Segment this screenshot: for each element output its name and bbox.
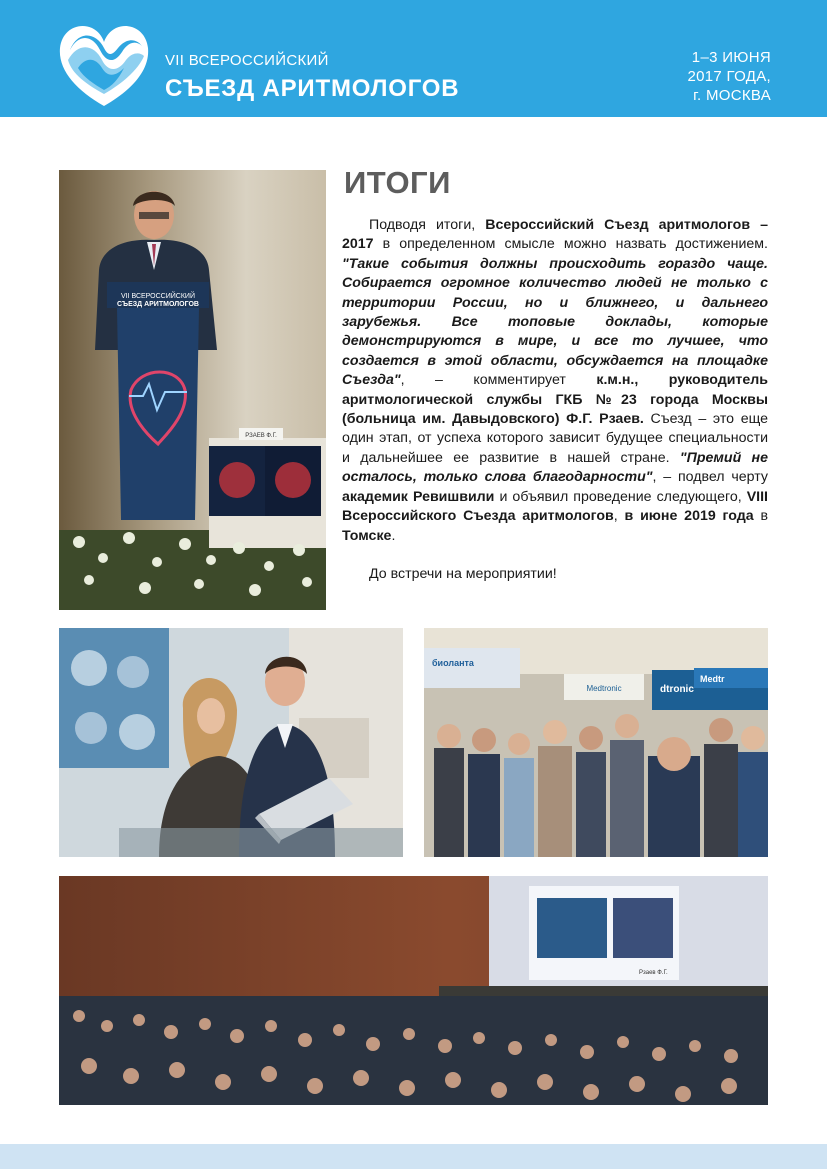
event-kicker: VII ВСЕРОССИЙСКИЙ xyxy=(165,52,329,69)
event-title: СЪЕЗД АРИТМОЛОГОВ xyxy=(165,75,460,102)
quote-revishvili: "Премий не осталось, только слова благодарности" xyxy=(342,449,769,486)
screen-caption: Рзаев Ф.Г. xyxy=(639,970,668,976)
exhibit-sign-left: биоланта xyxy=(432,658,474,668)
event-date-line: г. МОСКВА xyxy=(693,87,771,104)
event-date-line: 1–3 ИЮНЯ xyxy=(691,49,771,66)
article-paragraph-closing: До встречи на мероприятии! xyxy=(369,565,557,582)
article-body xyxy=(342,216,768,584)
exhibit-sign-center: Medtronic xyxy=(586,684,622,693)
event-date-line: 2017 ГОДА, xyxy=(687,68,771,85)
auditorium-photo xyxy=(59,876,768,1105)
laptop-discussion-photo xyxy=(59,628,403,857)
footer-band xyxy=(0,1144,827,1169)
quote-rzaev: "Такие события должны происходить гораздо чаще. Собирается огромное количество людей не только с территории России, но и ближнего, и дальнего зарубежья. Все топовые доклады, которые демонстрируются в мире, и все то лучшее, что создается в этой области, обсуждается на площадке Съезда" xyxy=(342,255,768,389)
exhibit-sign-right: Medtr xyxy=(700,674,725,684)
exhibition-hall-photo xyxy=(424,628,768,857)
event-date xyxy=(611,48,771,105)
speaker-nameplate: РЗАЕВ Ф.Г. xyxy=(245,433,277,439)
section-title: ИТОГИ xyxy=(344,165,451,200)
page-header xyxy=(0,0,827,117)
podium-sign-line2: СЪЕЗД АРИТМОЛОГОВ xyxy=(117,301,199,308)
podium-sign-line1: VII ВСЕРОССИЙСКИЙ xyxy=(121,293,195,300)
speaker-photo xyxy=(59,170,326,610)
exhibit-sign-mid: dtronic xyxy=(660,684,694,695)
article-paragraph: Подводя итоги, Всероссийский Съезд аритмологов – 2017 в определенном смысле можно назвать достижением. "Такие события должны происходить гораздо чаще. Собирается огромное количество людей не только с территории России, но и ближнего, и дальнего зарубежья. Все топовые доклады, которые демонстрируются в мире, и все то лучшее, что создается в этой области, обсуждается на площадке Съезда", – комментирует к.м.н., руководитель аритмологической службы ГКБ №23 города Москвы (больница им. Давыдовского) Ф.Г. Рзаев. Съезд – это еще один этап, от успеха которого зависит будущее специальности и дальнейшее ее развитие в нашей стране. "Премий не осталось, только слова благодарности", – подвел черту академик Ревишвили и объявил проведение следующего, VIII Всероссийского Съезда аритмологов, в июне 2019 года в Томске. xyxy=(342,217,769,544)
heart-wave-logo-icon xyxy=(56,20,152,108)
